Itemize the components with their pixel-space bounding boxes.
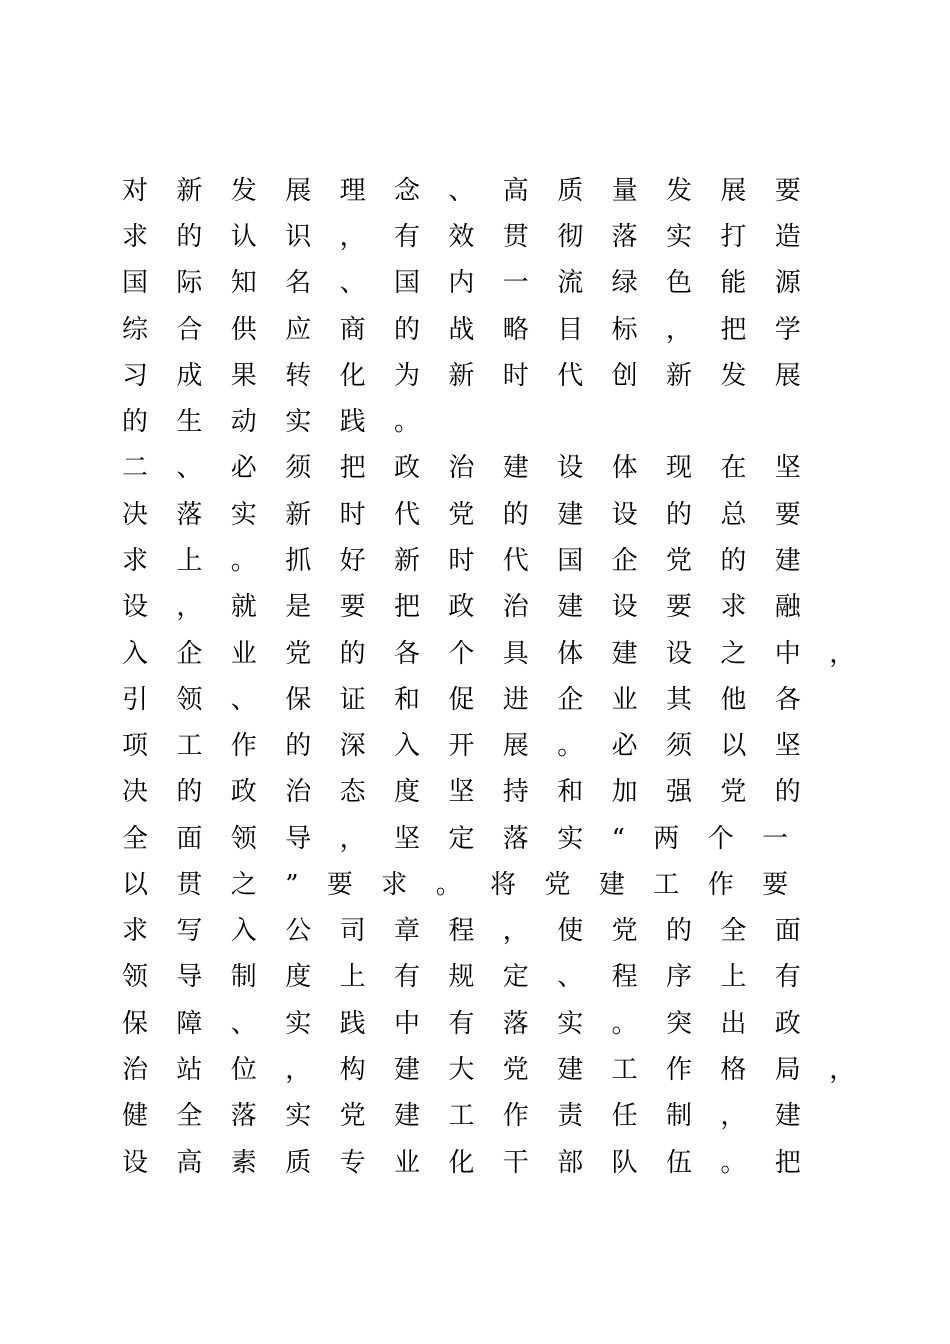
text-line: 治站位，构建大党建工作格局， [122,1055,884,1085]
text-line: 国际知名、国内一流绿色能源 [122,268,830,298]
text-line: 保障、实践中有落实。突出政 [122,1009,830,1039]
text-line: 全面领导，坚定落实“两个一 [122,824,817,854]
text-line: 引领、保证和促进企业其他各 [122,685,830,715]
text-line: 求的认识，有效贯彻落实打造 [122,222,830,252]
text-line: 综合供应商的战略目标，把学 [122,315,830,345]
text-line: 决落实新时代党的建设的总要 [122,500,830,530]
text-line: 决的政治态度坚持和加强党的 [122,777,830,807]
text-line: 对新发展理念、高质量发展要 [122,176,830,206]
text-line: 的生动实践。 [122,407,449,437]
section-heading-line: 二、必须把政治建设体现在坚 [122,453,830,483]
text-line: 设高素质专业化干部队伍。把 [122,1148,830,1178]
text-line: 入企业党的各个具体建设之中， [122,639,884,669]
text-line: 求写入公司章程，使党的全面 [122,916,830,946]
text-line: 领导制度上有规定、程序上有 [122,962,830,992]
text-line: 设，就是要把政治建设要求融 [122,592,830,622]
text-line: 以贯之”要求。将党建工作要 [122,870,817,900]
text-line: 项工作的深入开展。必须以坚 [122,731,830,761]
text-line: 习成果转化为新时代创新发展 [122,361,830,391]
text-line: 健全落实党建工作责任制，建 [122,1101,830,1131]
text-line: 求上。抓好新时代国企党的建 [122,546,830,576]
